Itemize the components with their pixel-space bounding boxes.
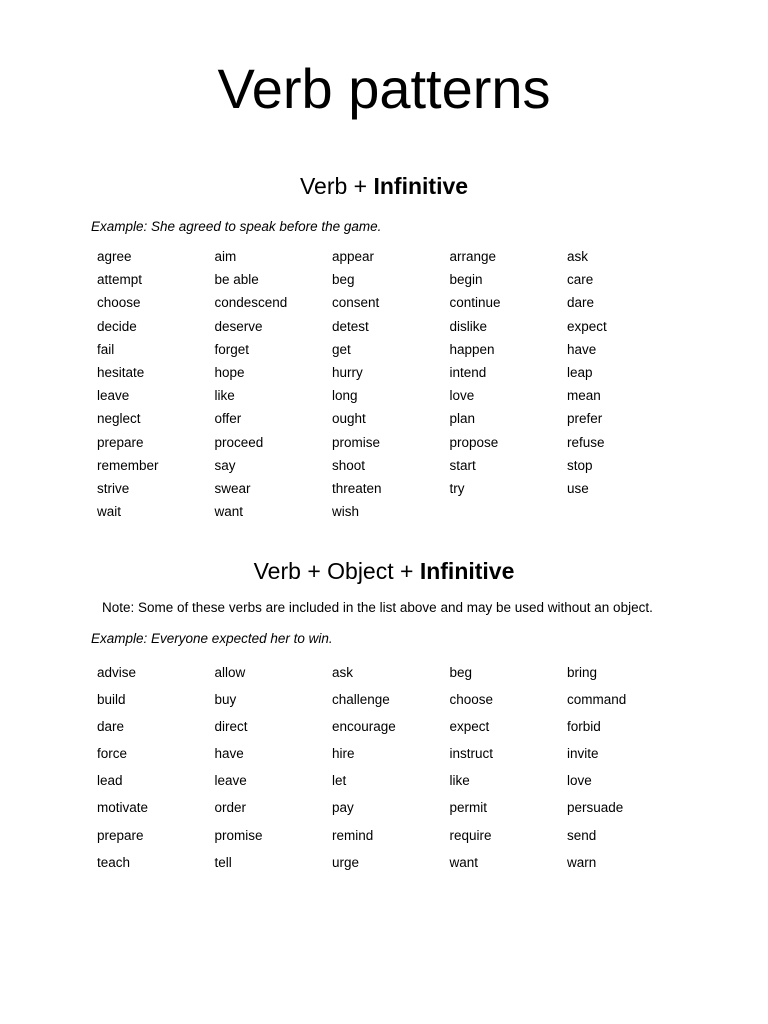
word-cell: aim: [214, 249, 237, 264]
word-cell: require: [449, 827, 492, 843]
example-sentence: Example: Everyone expected her to win.: [91, 631, 333, 646]
verb-infinitive-word-grid: [97, 248, 685, 526]
word-cell: try: [449, 480, 465, 496]
word-cell: propose: [449, 434, 499, 450]
heading-prefix: Verb + Object +: [253, 558, 420, 584]
word-cell: wish: [332, 504, 360, 520]
word-cell: prepare: [97, 434, 144, 450]
heading-bold: Infinitive: [419, 558, 515, 584]
word-cell: arrange: [449, 249, 497, 264]
word-cell: forbid: [567, 719, 601, 735]
word-cell: hope: [214, 364, 245, 380]
word-cell: refuse: [567, 434, 605, 450]
word-cell: lead: [97, 773, 123, 789]
note-text: Note: Some of these verbs are included in the list above and may be used without an object.: [102, 600, 653, 615]
word-cell: ask: [567, 249, 589, 264]
word-cell: offer: [214, 411, 242, 427]
word-cell: force: [97, 746, 128, 762]
word-cell: tell: [214, 854, 232, 870]
word-cell: love: [567, 773, 592, 789]
word-cell: motivate: [97, 800, 149, 816]
section-heading-verb-object-infinitive: [0, 556, 768, 586]
page-title: Verb patterns: [217, 57, 551, 120]
word-cell: remember: [97, 457, 159, 473]
word-cell: let: [332, 773, 347, 789]
verb-object-infinitive-word-grid: [97, 664, 685, 881]
word-cell: ask: [332, 665, 354, 680]
word-cell: happen: [449, 341, 495, 357]
word-cell: fail: [97, 341, 115, 357]
word-cell: shoot: [332, 457, 366, 473]
word-cell: command: [567, 692, 627, 708]
word-cell: pay: [332, 800, 354, 816]
word-cell: beg: [449, 665, 473, 680]
word-cell: hire: [332, 746, 355, 762]
word-cell: like: [449, 773, 470, 789]
word-cell: stop: [567, 457, 593, 473]
word-cell: promise: [214, 827, 263, 843]
heading-prefix: Verb +: [299, 173, 374, 199]
word-cell: leave: [97, 388, 130, 404]
word-cell: bring: [567, 665, 598, 680]
word-cell: use: [567, 480, 589, 496]
word-cell: [450, 503, 568, 526]
word-cell: agree: [97, 249, 132, 264]
section-heading-verb-infinitive: [0, 171, 768, 201]
word-cell: have: [567, 341, 597, 357]
word-cell: direct: [214, 719, 248, 735]
word-cell: proceed: [214, 434, 264, 450]
word-cell: challenge: [332, 692, 390, 708]
word-cell: prepare: [97, 827, 144, 843]
word-cell: mean: [567, 388, 601, 404]
word-cell: have: [214, 746, 244, 762]
word-cell: allow: [214, 665, 246, 680]
word-cell: threaten: [332, 480, 382, 496]
word-cell: leave: [214, 773, 247, 789]
word-cell: wait: [97, 504, 122, 520]
word-cell: neglect: [97, 411, 141, 427]
word-cell: get: [332, 341, 351, 357]
word-cell: remind: [332, 827, 374, 843]
word-cell: swear: [214, 480, 251, 496]
word-cell: promise: [332, 434, 381, 450]
word-cell: permit: [449, 800, 488, 816]
word-cell: expect: [567, 318, 607, 334]
word-cell: [567, 503, 685, 526]
word-cell: love: [449, 388, 475, 404]
word-cell: beg: [332, 272, 355, 288]
word-cell: start: [449, 457, 476, 473]
word-cell: dare: [567, 295, 595, 311]
word-cell: decide: [97, 318, 137, 334]
word-cell: hesitate: [97, 364, 145, 380]
word-cell: say: [214, 457, 236, 473]
word-cell: like: [214, 388, 235, 404]
word-cell: invite: [567, 746, 599, 762]
word-cell: advise: [97, 665, 137, 680]
word-cell: want: [214, 504, 244, 520]
heading-bold: Infinitive: [373, 173, 469, 199]
word-cell: persuade: [567, 800, 624, 816]
word-cell: prefer: [567, 411, 603, 427]
word-cell: care: [567, 272, 594, 288]
word-cell: attempt: [97, 272, 143, 288]
word-cell: intend: [449, 364, 487, 380]
word-cell: encourage: [332, 719, 396, 735]
word-cell: instruct: [449, 746, 494, 762]
word-cell: send: [567, 827, 597, 843]
word-cell: consent: [332, 295, 380, 311]
word-cell: be able: [214, 272, 259, 288]
word-cell: dare: [97, 719, 125, 735]
word-cell: buy: [214, 692, 237, 708]
word-cell: teach: [97, 854, 131, 870]
word-cell: long: [332, 388, 358, 404]
word-cell: want: [449, 854, 479, 870]
word-cell: begin: [449, 272, 483, 288]
word-cell: plan: [449, 411, 476, 427]
word-cell: detest: [332, 318, 369, 334]
word-cell: appear: [332, 249, 375, 264]
word-cell: deserve: [214, 318, 263, 334]
word-cell: dislike: [449, 318, 488, 334]
word-cell: leap: [567, 364, 593, 380]
word-cell: choose: [449, 692, 494, 708]
word-cell: ought: [332, 411, 366, 427]
word-cell: continue: [449, 295, 501, 311]
word-cell: choose: [97, 295, 141, 311]
word-cell: order: [214, 800, 247, 816]
word-cell: urge: [332, 854, 360, 870]
word-cell: hurry: [332, 364, 363, 380]
word-cell: warn: [567, 854, 597, 870]
word-cell: strive: [97, 480, 130, 496]
word-cell: condescend: [214, 295, 288, 311]
example-sentence: Example: She agreed to speak before the game.: [91, 219, 382, 234]
word-cell: build: [97, 692, 126, 708]
word-cell: forget: [214, 341, 250, 357]
word-cell: expect: [449, 719, 490, 735]
